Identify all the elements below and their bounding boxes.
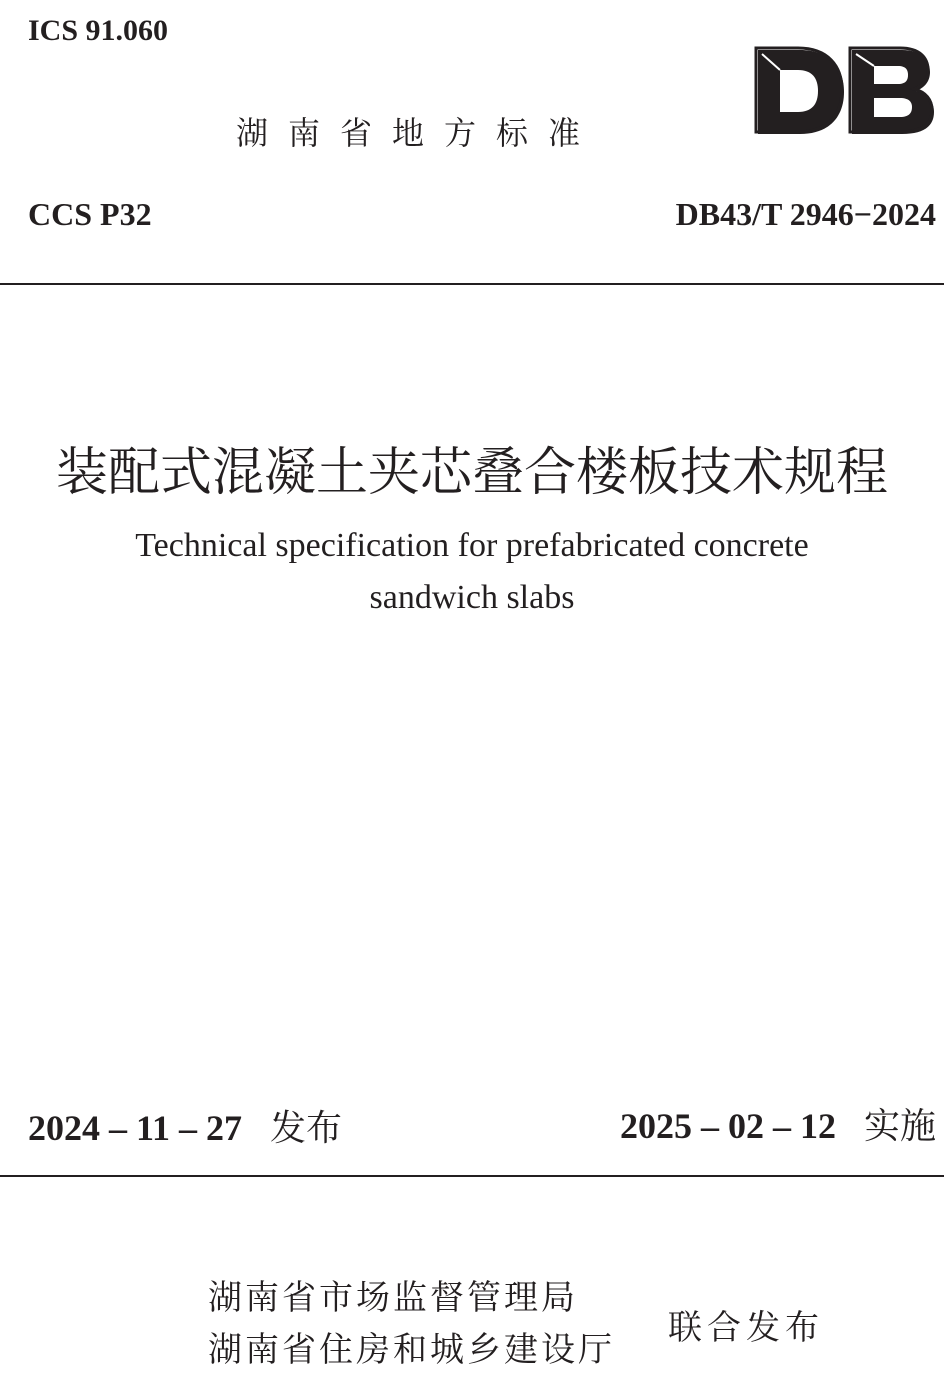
issue-label: 发布 — [270, 1108, 343, 1149]
db-logo — [752, 44, 938, 140]
title-chinese: 装配式混凝土夹芯叠合楼板技术规程 — [55, 445, 888, 502]
title-english — [0, 520, 944, 624]
top-divider — [0, 283, 944, 285]
issuing-organizations — [208, 1272, 615, 1376]
effective-label: 实施 — [863, 1106, 936, 1147]
issuer-housing-construction: 湖南省住房和城乡建设厅 — [208, 1330, 615, 1370]
issue-date: 2024 – 11 – 27 — [28, 1108, 243, 1148]
bottom-divider — [0, 1175, 944, 1177]
standard-type: 湖南省地方标准 — [236, 114, 601, 152]
issue-date-block — [28, 1100, 342, 1151]
effective-date-block — [620, 1098, 936, 1149]
issuer-market-supervision: 湖南省市场监督管理局 — [208, 1278, 578, 1318]
standard-number: DB43/T 2946−2024 — [675, 196, 936, 232]
title-english-line2: sandwich slabs — [369, 579, 575, 616]
ccs-code: CCS P32 — [28, 196, 152, 232]
title-english-line1: Technical specification for prefabricated concrete — [135, 527, 809, 564]
ics-code: ICS 91.060 — [28, 14, 169, 47]
joint-issue-label: 联合发布 — [668, 1308, 824, 1348]
effective-date: 2025 – 02 – 12 — [619, 1106, 836, 1146]
